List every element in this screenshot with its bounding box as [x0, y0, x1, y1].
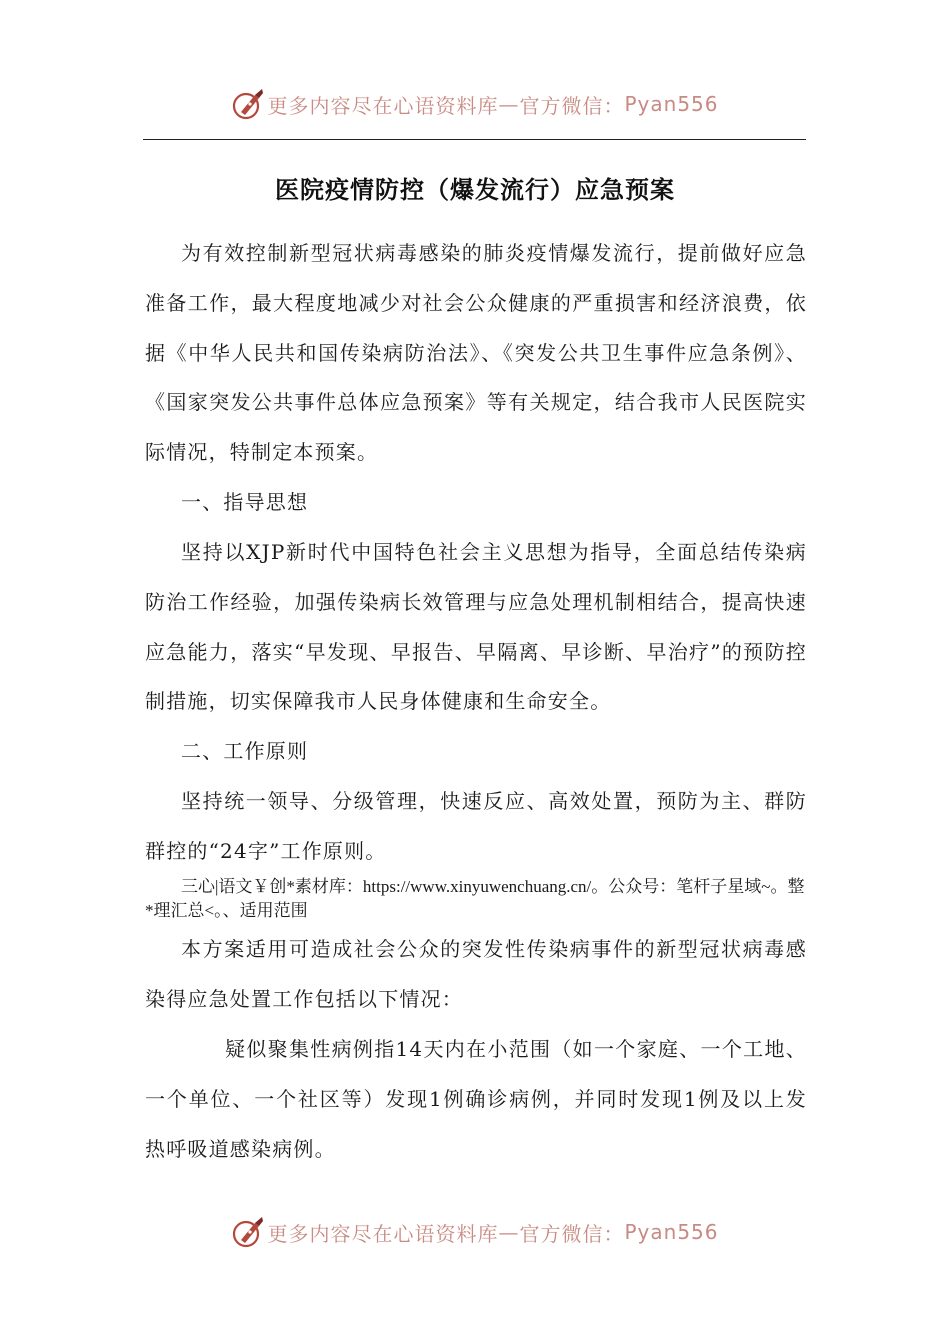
- section-heading-principles: 二、工作原则: [181, 739, 309, 763]
- header-banner: [0, 82, 950, 126]
- banner-separator: —: [498, 92, 520, 116]
- banner-wechat-handle: Pyan556: [624, 1220, 719, 1244]
- section-heading-guiding: 一、指导思想: [181, 490, 309, 514]
- banner-wechat-handle: Pyan556: [624, 92, 719, 116]
- scope-paragraph: 本方案适用可造成社会公众的突发性传染病事件的新型冠状病毒感染得应急处置工作包括以下情况：: [145, 937, 807, 1011]
- banner-official-label: 官方微信：: [519, 93, 625, 118]
- watermark-line: 三心|语文￥创*素材库：https://www.xinyuwenchuang.cn/。公众号：笔杆子星域~。整*理汇总<。、适用范围: [145, 877, 805, 920]
- document-title: 医院疫情防控（爆发流行）应急预案: [275, 175, 675, 204]
- banner-brand-text: 更多内容尽在心语资料库: [267, 1221, 499, 1246]
- guiding-paragraph: 坚持以XJP新时代中国特色社会主义思想为指导，全面总结传染病防治工作经验，加强传染病长效管理与应急处理机制相结合，提高快速应急能力，落实“早发现、早报告、早隔离、早诊断、早治疗”的预防控制措施，切实保障我市人民身体健康和生命安全。: [145, 540, 807, 714]
- banner-official-label: 官方微信：: [519, 1221, 625, 1246]
- pen-nib-logo-icon: [231, 1215, 265, 1249]
- banner-brand-text: 更多内容尽在心语资料库: [267, 93, 499, 118]
- pen-nib-logo-icon: [231, 87, 265, 121]
- intro-paragraph: 为有效控制新型冠状病毒感染的肺炎疫情爆发流行，提前做好应急准备工作，最大程度地减少对社会公众健康的严重损害和经济浪费，依据《中华人民共和国传染病防治法》、《突发公共卫生事件应急条例》、《国家突发公共事件总体应急预案》等有关规定，结合我市人民医院实际情况，特制定本预案。: [145, 241, 807, 465]
- header-divider: [143, 139, 806, 140]
- banner-separator: —: [498, 1220, 520, 1244]
- footer-banner: [0, 1210, 950, 1254]
- principles-paragraph: 坚持统一领导、分级管理，快速反应、高效处置，预防为主、群防群控的“24字”工作原则。: [145, 789, 807, 863]
- suspected-cluster-paragraph: 疑似聚集性病例指14天内在小范围（如一个家庭、一个工地、一个单位、一个社区等）发现1例确诊病例，并同时发现1例及以上发热呼吸道感染病例。: [145, 1037, 807, 1161]
